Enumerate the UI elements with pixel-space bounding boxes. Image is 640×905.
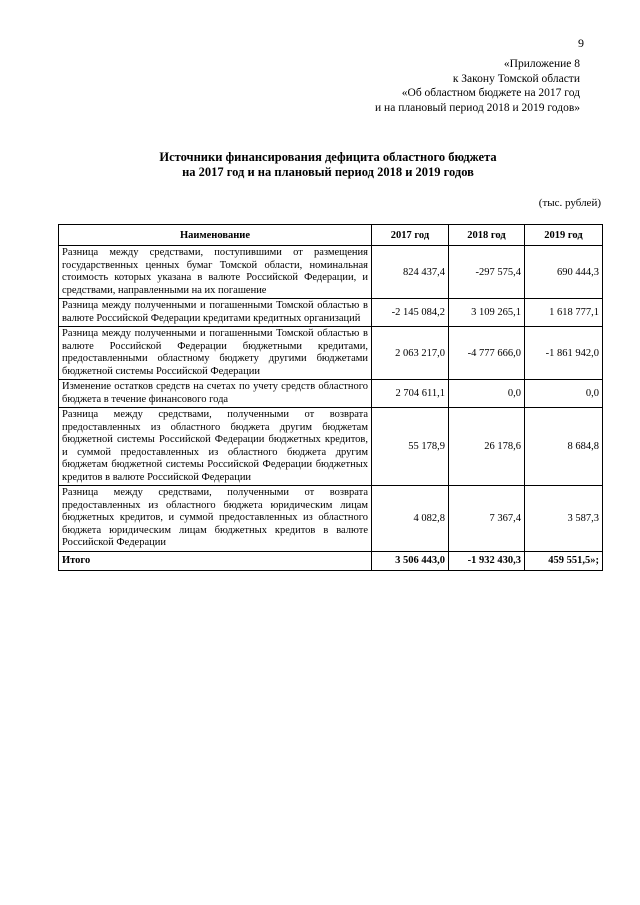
table-row	[59, 327, 603, 380]
row-value-2019: 1 618 777,1	[525, 299, 603, 327]
row-value-2018: 3 109 265,1	[449, 299, 525, 327]
table-row	[59, 299, 603, 327]
appendix-line-4: и на плановый период 2018 и 2019 годов»	[375, 101, 580, 114]
row-name: Разница между средствами, поступившими от размещения государственных ценных бумаг Томской области, номинальная стоимость которых указана в валюте Российской Федерации, и средствами, направленными на их погашение	[59, 246, 372, 299]
row-value-2018: 0,0	[449, 380, 525, 408]
document-title	[58, 150, 598, 180]
total-value-2017: 3 506 443,0	[372, 551, 449, 570]
page-number: 9	[578, 36, 584, 50]
row-value-2017: 4 082,8	[372, 486, 449, 552]
header-2018: 2018 год	[449, 225, 525, 246]
appendix-header	[375, 57, 580, 115]
row-value-2018: -297 575,4	[449, 246, 525, 299]
total-value-2018: -1 932 430,3	[449, 551, 525, 570]
table-row	[59, 408, 603, 486]
row-name: Разница между средствами, полученными от возврата предоставленных из областного бюджета другим бюджетам бюджетной системы Российской Федерации бюджетных кредитов, и суммой предоставленных из областного бюджета другим бюджетам бюджетной системы Российской Федерации бюджетных кредитов в валюте Российской Федерации	[59, 408, 372, 486]
units-label: (тыс. рублей)	[538, 197, 601, 209]
header-name: Наименование	[59, 225, 372, 246]
total-label: Итого	[59, 551, 372, 570]
table-row	[59, 246, 603, 299]
row-value-2019: 8 684,8	[525, 408, 603, 486]
row-value-2018: -4 777 666,0	[449, 327, 525, 380]
row-value-2017: 824 437,4	[372, 246, 449, 299]
table-total-row	[59, 551, 603, 570]
row-value-2019: 3 587,3	[525, 486, 603, 552]
table-row	[59, 380, 603, 408]
row-value-2019: 0,0	[525, 380, 603, 408]
row-name: Разница между средствами, полученными от возврата предоставленных из областного бюджета юридическим лицам бюджетных кредитов, и суммой предоставленных из областного бюджета юридическим лицам бюджетных кредитов в валюте Российской Федерации	[59, 486, 372, 552]
appendix-line-3: «Об областном бюджете на 2017 год	[401, 87, 580, 99]
row-value-2019: 690 444,3	[525, 246, 603, 299]
title-line-1: Источники финансирования дефицита областного бюджета	[159, 150, 497, 164]
row-value-2019: -1 861 942,0	[525, 327, 603, 380]
table-header-row	[59, 225, 603, 246]
row-name: Разница между полученными и погашенными Томской областью в валюте Российской Федерации бюджетными кредитами, предоставленными областному бюджету другими бюджетами бюджетной системы Российской Федерации	[59, 327, 372, 380]
row-name: Изменение остатков средств на счетах по учету средств областного бюджета в течение финансового года	[59, 380, 372, 408]
financing-sources-table	[58, 224, 603, 571]
row-value-2018: 26 178,6	[449, 408, 525, 486]
appendix-line-2: к Закону Томской области	[452, 72, 580, 85]
row-value-2017: 2 063 217,0	[372, 327, 449, 380]
row-name: Разница между полученными и погашенными Томской областью в валюте Российской Федерации кредитами кредитных организаций	[59, 299, 372, 327]
header-2017: 2017 год	[372, 225, 449, 246]
title-line-2: на 2017 год и на плановый период 2018 и 2019 годов	[182, 165, 474, 179]
row-value-2017: 2 704 611,1	[372, 380, 449, 408]
table-row	[59, 486, 603, 552]
row-value-2017: -2 145 084,2	[372, 299, 449, 327]
total-value-2019: 459 551,5»;	[525, 551, 603, 570]
appendix-line-1: «Приложение 8	[503, 58, 580, 70]
header-2019: 2019 год	[525, 225, 603, 246]
row-value-2018: 7 367,4	[449, 486, 525, 552]
row-value-2017: 55 178,9	[372, 408, 449, 486]
